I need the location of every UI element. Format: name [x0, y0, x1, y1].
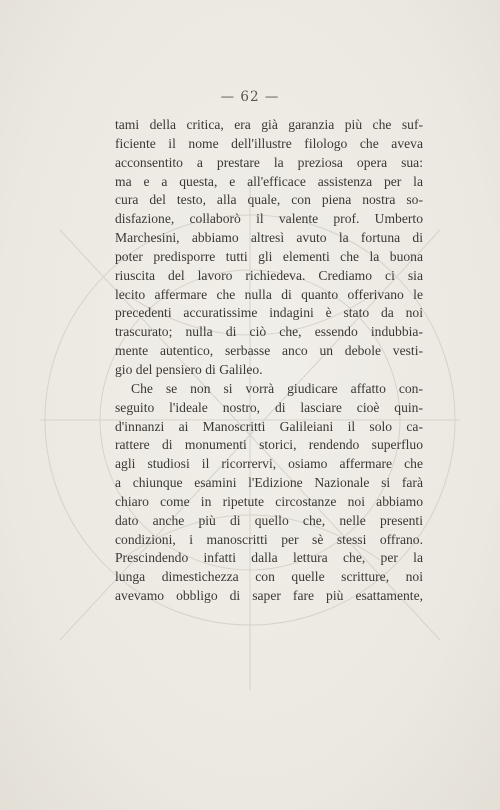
text-line: acconsentito a prestare la preziosa opera sua: — [115, 154, 423, 170]
text-line: agli studiosi il ricorrervi, osiamo affermare che — [115, 456, 423, 472]
text-line: tami della critica, era già garanzia più che suf- — [115, 117, 423, 132]
text-line: cura del testo, alla quale, con piena nostra so- — [115, 192, 423, 208]
text-line: lecito affermare che nulla di quanto offerivano le — [115, 286, 423, 302]
text-line: poter predisporre tutti gli elementi che la buona — [115, 248, 423, 264]
text-line: ma e a questa, e all'efficace assistenza per la — [115, 173, 423, 189]
text-line: rattere di monumenti storici, rendendo superfluo — [115, 437, 423, 453]
text-line: Marchesini, abbiamo altresì avuto la fortuna di — [115, 230, 423, 246]
text-line: precedenti accuratissime indagini è stato da noi — [115, 305, 423, 321]
text-line: dato anche più di quello che, nelle presenti — [115, 512, 423, 528]
text-line: riuscita del lavoro richiedeva. Crediamo ci sia — [115, 267, 423, 283]
body-text — [115, 116, 423, 606]
text-line: ficiente il nome dell'illustre filologo che aveva — [115, 135, 423, 151]
text-line: trascurato; nulla di ciò che, essendo indubbia- — [115, 324, 423, 340]
text-line: avevamo obbligo di saper fare più esattamente, — [115, 588, 423, 604]
text-line: d'innanzi ai Manoscritti Galileiani il solo ca- — [115, 418, 423, 434]
text-line: disfazione, collaborò il valente prof. Umberto — [115, 211, 423, 227]
text-line: lunga dimestichezza con quelle scritture, noi — [115, 569, 423, 585]
text-line: seguito l'ideale nostro, di lasciare cioè quin- — [115, 399, 423, 415]
text-line: chiaro come in ripetute circostanze noi abbiamo — [115, 493, 423, 509]
text-line: Prescindendo infatti dalla lettura che, per la — [115, 550, 423, 566]
text-line: condizioni, i manoscritti per sè stessi offrano. — [115, 531, 423, 547]
text-line: mente autentico, serbasse anco un debole vesti- — [115, 343, 423, 359]
text-line: Che se non si vorrà giudicare affatto con- — [131, 380, 423, 396]
text-line: gio del pensiero di Galileo. — [115, 361, 263, 377]
page-number: — 62 — — [220, 89, 280, 105]
text-line: a chiunque esamini l'Edizione Nazionale si farà — [115, 475, 423, 491]
